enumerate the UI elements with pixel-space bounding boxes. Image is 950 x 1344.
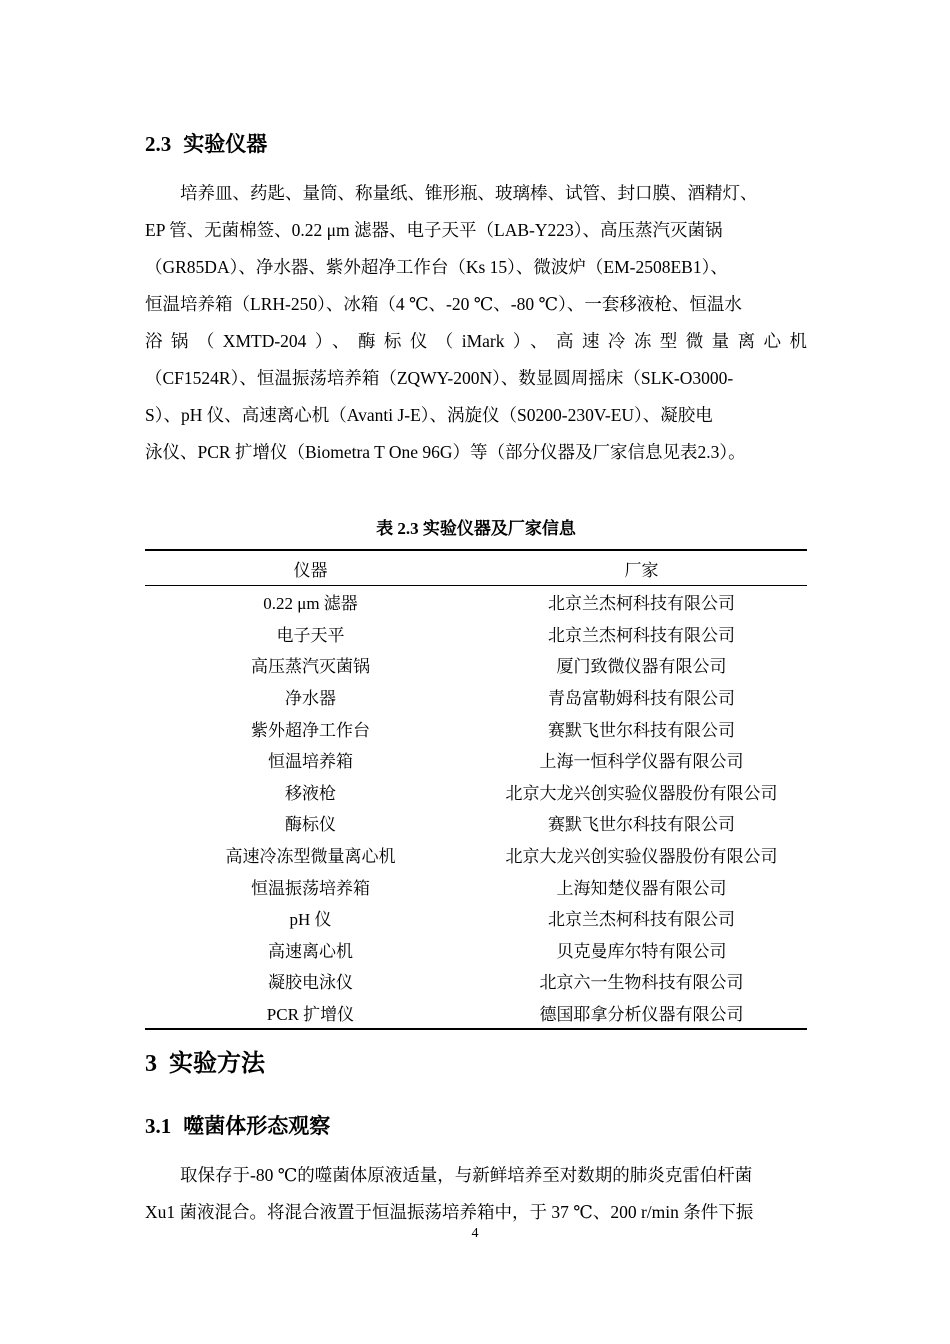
cell-manufacturer: 厦门致微仪器有限公司 bbox=[556, 657, 727, 677]
table-row bbox=[145, 618, 807, 650]
table-row bbox=[145, 586, 807, 618]
cell-instrument: 恒温振荡培养箱 bbox=[251, 878, 370, 898]
cell-instrument: 0.22 μm 滤器 bbox=[263, 594, 358, 614]
paragraph-line: 泳仪、PCR 扩增仪（Biometra T One 96G）等（部分仪器及厂家信息见表2.3）。 bbox=[145, 442, 746, 462]
table-row bbox=[145, 839, 807, 871]
cell-instrument: 净水器 bbox=[285, 689, 336, 709]
paragraph-line: S）、pH 仪、高速离心机（Avanti J-E）、涡旋仪（S0200-230V-EU）、凝胶电 bbox=[145, 405, 713, 425]
cell-instrument: 恒温培养箱 bbox=[268, 752, 353, 772]
cell-instrument: 移液枪 bbox=[285, 783, 336, 803]
paragraph-line: 恒温培养箱（LRH-250）、冰箱（4 ℃、-20 ℃、-80 ℃）、一套移液枪、恒温水 bbox=[145, 294, 742, 314]
table-caption: 表 2.3 实验仪器及厂家信息 bbox=[376, 519, 576, 538]
cell-manufacturer: 青岛富勒姆科技有限公司 bbox=[548, 689, 735, 709]
table-row bbox=[145, 807, 807, 839]
section-title: 实验方法 bbox=[169, 1051, 265, 1077]
cell-manufacturer: 北京兰杰柯科技有限公司 bbox=[548, 910, 735, 930]
table-row bbox=[145, 776, 807, 808]
paragraph-line: Xu1 菌液混合。将混合液置于恒温振荡培养箱中，于 37 ℃、200 r/min 条件下振 bbox=[145, 1202, 754, 1222]
section-number: 3.1 bbox=[145, 1114, 172, 1138]
section-title: 实验仪器 bbox=[183, 132, 268, 156]
table-header-row bbox=[145, 550, 807, 586]
cell-instrument: 凝胶电泳仪 bbox=[268, 973, 353, 993]
instruments-table bbox=[145, 549, 807, 1030]
table-body bbox=[145, 586, 807, 1030]
cell-instrument: 紫外超净工作台 bbox=[251, 720, 370, 740]
table-row bbox=[145, 902, 807, 934]
cell-manufacturer: 上海知楚仪器有限公司 bbox=[556, 878, 727, 898]
table-row bbox=[145, 649, 807, 681]
header-manufacturer: 厂家 bbox=[476, 550, 807, 586]
cell-instrument: 高速冷冻型微量离心机 bbox=[225, 847, 396, 867]
paragraph-line: （GR85DA）、净水器、紫外超净工作台（Ks 15）、微波炉（EM-2508EB1）、 bbox=[145, 257, 728, 277]
table-row bbox=[145, 997, 807, 1030]
cell-manufacturer: 北京大龙兴创实验仪器股份有限公司 bbox=[505, 847, 778, 867]
cell-manufacturer: 北京兰杰柯科技有限公司 bbox=[548, 625, 735, 645]
table-row bbox=[145, 681, 807, 713]
cell-instrument: 电子天平 bbox=[276, 625, 345, 645]
cell-instrument: 高压蒸汽灭菌锅 bbox=[251, 657, 370, 677]
table-row bbox=[145, 870, 807, 902]
section-heading-3-1 bbox=[145, 1110, 330, 1140]
paragraph-phage-morphology bbox=[145, 1157, 807, 1231]
cell-manufacturer: 赛默飞世尔科技有限公司 bbox=[548, 720, 735, 740]
header-instrument: 仪器 bbox=[145, 550, 476, 586]
paragraph-line: （CF1524R）、恒温振荡培养箱（ZQWY-200N）、数显圆周摇床（SLK-O3000- bbox=[145, 368, 734, 388]
paragraph-line: 培养皿、药匙、量筒、称量纸、锥形瓶、玻璃棒、试管、封口膜、酒精灯、 bbox=[180, 183, 758, 203]
paragraph-line: EP 管、无菌棉签、0.22 μm 滤器、电子天平（LAB-Y223）、高压蒸汽灭菌锅 bbox=[145, 220, 723, 240]
cell-manufacturer: 北京兰杰柯科技有限公司 bbox=[548, 594, 735, 614]
paragraph-line: 浴锅（XMTD-204）、酶标仪（iMark）、高速冷冻型微量离心机 bbox=[145, 331, 807, 351]
cell-instrument: pH 仪 bbox=[289, 910, 332, 930]
cell-instrument: 酶标仪 bbox=[285, 815, 336, 835]
table-row bbox=[145, 965, 807, 997]
table-row bbox=[145, 744, 807, 776]
table-row bbox=[145, 934, 807, 966]
cell-instrument: PCR 扩增仪 bbox=[145, 997, 476, 1030]
paragraph-line: 取保存于-80 ℃的噬菌体原液适量，与新鲜培养至对数期的肺炎克雷伯杆菌 bbox=[180, 1165, 753, 1185]
cell-instrument: 高速离心机 bbox=[268, 941, 353, 961]
section-heading-3 bbox=[145, 1043, 265, 1078]
paragraph-instruments bbox=[145, 175, 807, 471]
section-heading-2-3 bbox=[145, 128, 267, 158]
section-title: 噬菌体形态观察 bbox=[183, 1114, 331, 1138]
cell-manufacturer: 北京六一生物科技有限公司 bbox=[539, 973, 744, 993]
cell-manufacturer: 赛默飞世尔科技有限公司 bbox=[548, 815, 735, 835]
table-row bbox=[145, 712, 807, 744]
cell-manufacturer: 北京大龙兴创实验仪器股份有限公司 bbox=[505, 783, 778, 803]
cell-manufacturer: 上海一恒科学仪器有限公司 bbox=[539, 752, 744, 772]
section-number: 2.3 bbox=[145, 132, 172, 156]
section-number: 3 bbox=[145, 1051, 157, 1077]
cell-manufacturer: 德国耶拿分析仪器有限公司 bbox=[476, 997, 807, 1030]
page-number: 4 bbox=[471, 1226, 479, 1241]
cell-manufacturer: 贝克曼库尔特有限公司 bbox=[556, 941, 727, 961]
